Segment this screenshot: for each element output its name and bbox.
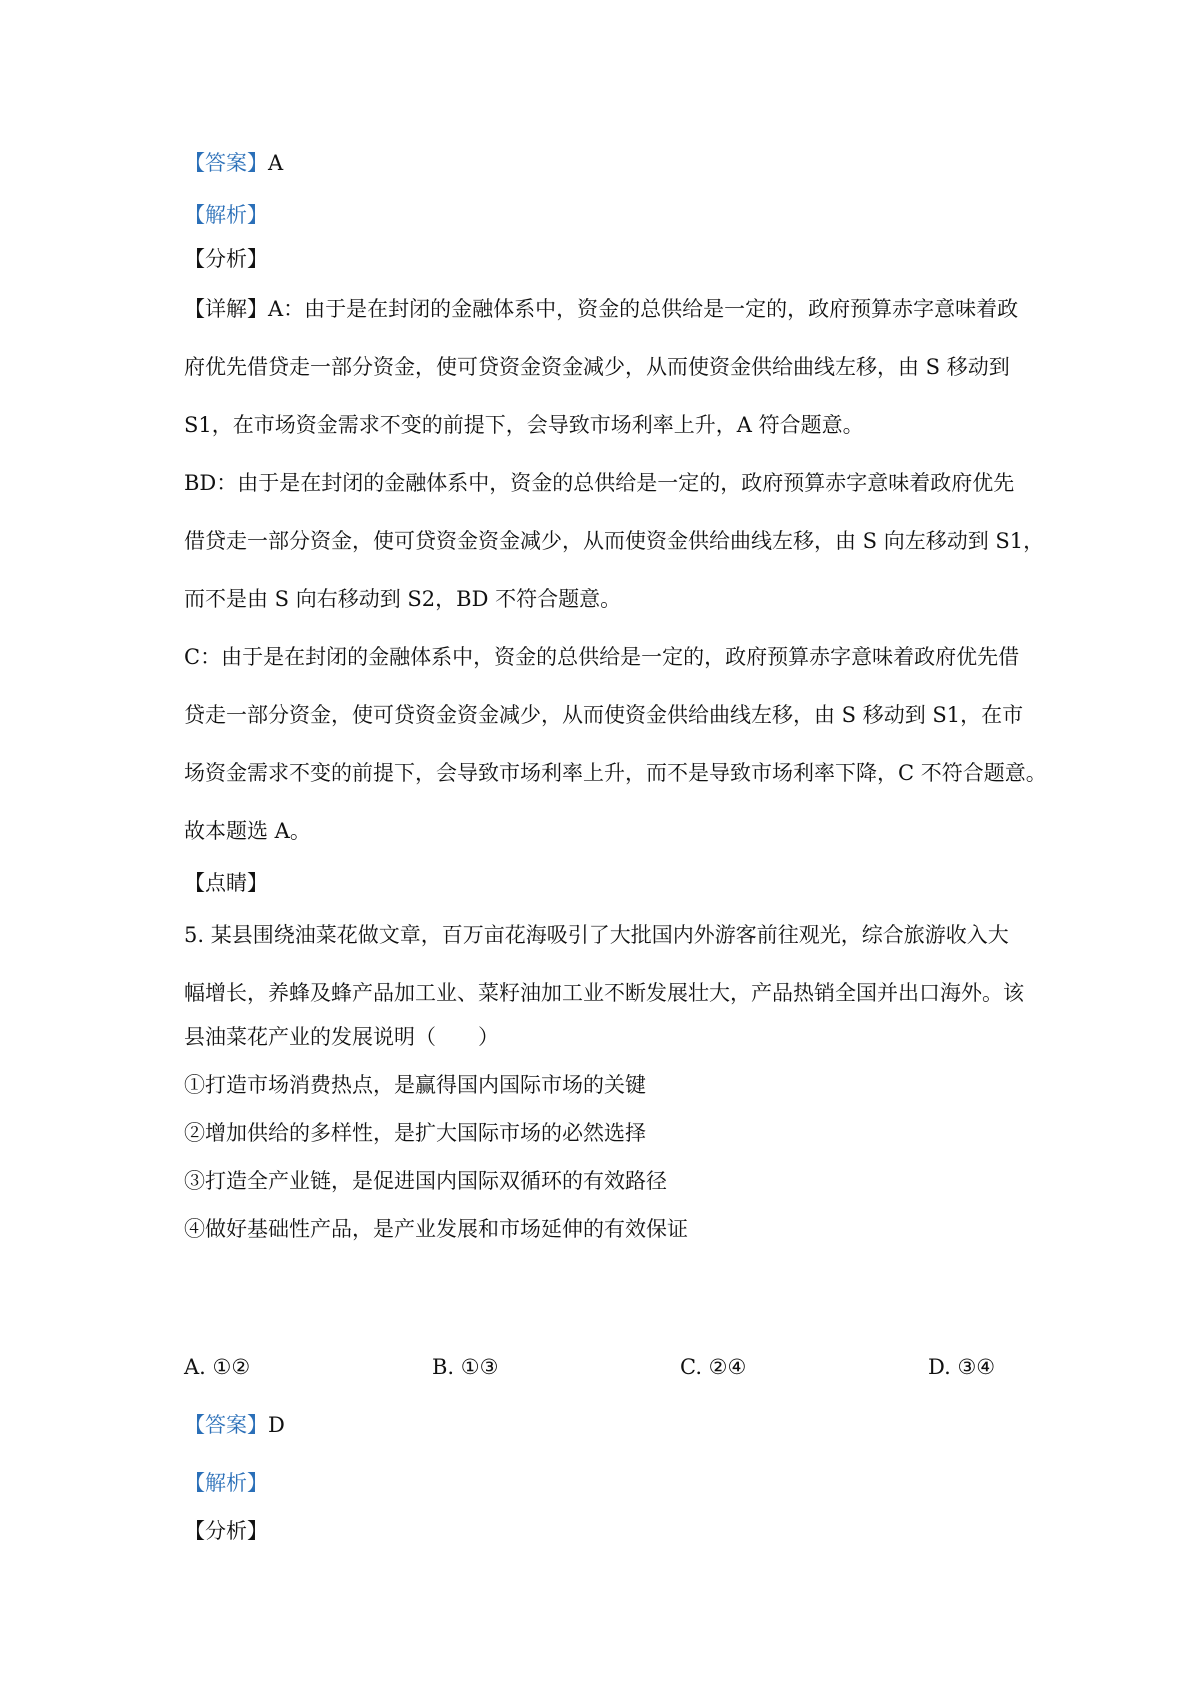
q5-statement-1: ①打造市场消费热点，是赢得国内国际市场的关键: [184, 1073, 646, 1097]
q4-dianjing-line: [184, 868, 268, 898]
q4-detail-line-2: 府优先借贷走一部分资金，使可贷资金资金减少，从而使资金供给曲线左移，由 S 移动到: [184, 355, 1010, 379]
q4-detail-line-6: 而不是由 S 向右移动到 S2，BD 不符合题意。: [184, 587, 622, 611]
q4-fenxi-line: [184, 244, 268, 274]
q4-detail-line-10: 故本题选 A。: [184, 819, 311, 843]
q4-detail-line-7: C：由于是在封闭的金融体系中，资金的总供给是一定的，政府预算赤字意味着政府优先借: [184, 645, 1020, 669]
q5-stem-line-3: 县油菜花产业的发展说明（ ）: [184, 1025, 499, 1049]
fenxi-tag: 【分析】: [184, 247, 268, 271]
q4-detail-line-8: 贷走一部分资金，使可贷资金资金减少，从而使资金供给曲线左移，由 S 移动到 S1，在市: [184, 703, 1024, 727]
q4-answer-line: [184, 148, 283, 178]
detail-text: A：由于是在封闭的金融体系中，资金的总供给是一定的，政府预算赤字意味着政: [268, 297, 1019, 321]
q5-fenxi-line: [184, 1516, 268, 1546]
q4-detail-line-4: BD：由于是在封闭的金融体系中，资金的总供给是一定的，政府预算赤字意味着政府优先: [184, 471, 1015, 495]
option-c: C. ②④: [680, 1355, 747, 1379]
q4-analysis-line: [184, 200, 268, 230]
answer-tag: 【答案】: [184, 1413, 268, 1437]
analysis-tag: 【解析】: [184, 1471, 268, 1495]
q5-options: [184, 1352, 1044, 1382]
dianjing-tag: 【点睛】: [184, 871, 268, 895]
answer-value: A: [268, 151, 284, 175]
fenxi-tag: 【分析】: [184, 1519, 268, 1543]
q5-stem-line-1: 5. 某县围绕油菜花做文章，百万亩花海吸引了大批国内外游客前往观光，综合旅游收入大: [184, 923, 1009, 947]
q5-stem-line-2: 幅增长，养蜂及蜂产品加工业、菜籽油加工业不断发展壮大，产品热销全国并出口海外。该: [184, 981, 1024, 1005]
q5-statement-2: ②增加供给的多样性，是扩大国际市场的必然选择: [184, 1121, 646, 1145]
analysis-tag: 【解析】: [184, 203, 268, 227]
q5-answer-line: [184, 1410, 285, 1440]
option-d: D. ③④: [928, 1355, 996, 1379]
answer-tag: 【答案】: [184, 151, 268, 175]
detail-tag: 【详解】: [184, 297, 268, 321]
q5-statement-4: ④做好基础性产品，是产业发展和市场延伸的有效保证: [184, 1217, 688, 1241]
answer-value: D: [268, 1413, 285, 1437]
option-b: B. ①③: [432, 1355, 499, 1379]
q5-analysis-line: [184, 1468, 268, 1498]
q4-detail-line-9: 场资金需求不变的前提下，会导致市场利率上升，而不是导致市场利率下降，C 不符合题意。: [184, 761, 1047, 785]
q5-statement-3: ③打造全产业链，是促进国内国际双循环的有效路径: [184, 1169, 667, 1193]
q4-detail-line-1: [184, 294, 1018, 324]
q4-detail-line-5: 借贷走一部分资金，使可贷资金资金减少，从而使资金供给曲线左移，由 S 向左移动到 S1，: [184, 529, 1045, 553]
option-a: A. ①②: [184, 1355, 251, 1379]
q4-detail-line-3: S1，在市场资金需求不变的前提下，会导致市场利率上升，A 符合题意。: [184, 413, 864, 437]
